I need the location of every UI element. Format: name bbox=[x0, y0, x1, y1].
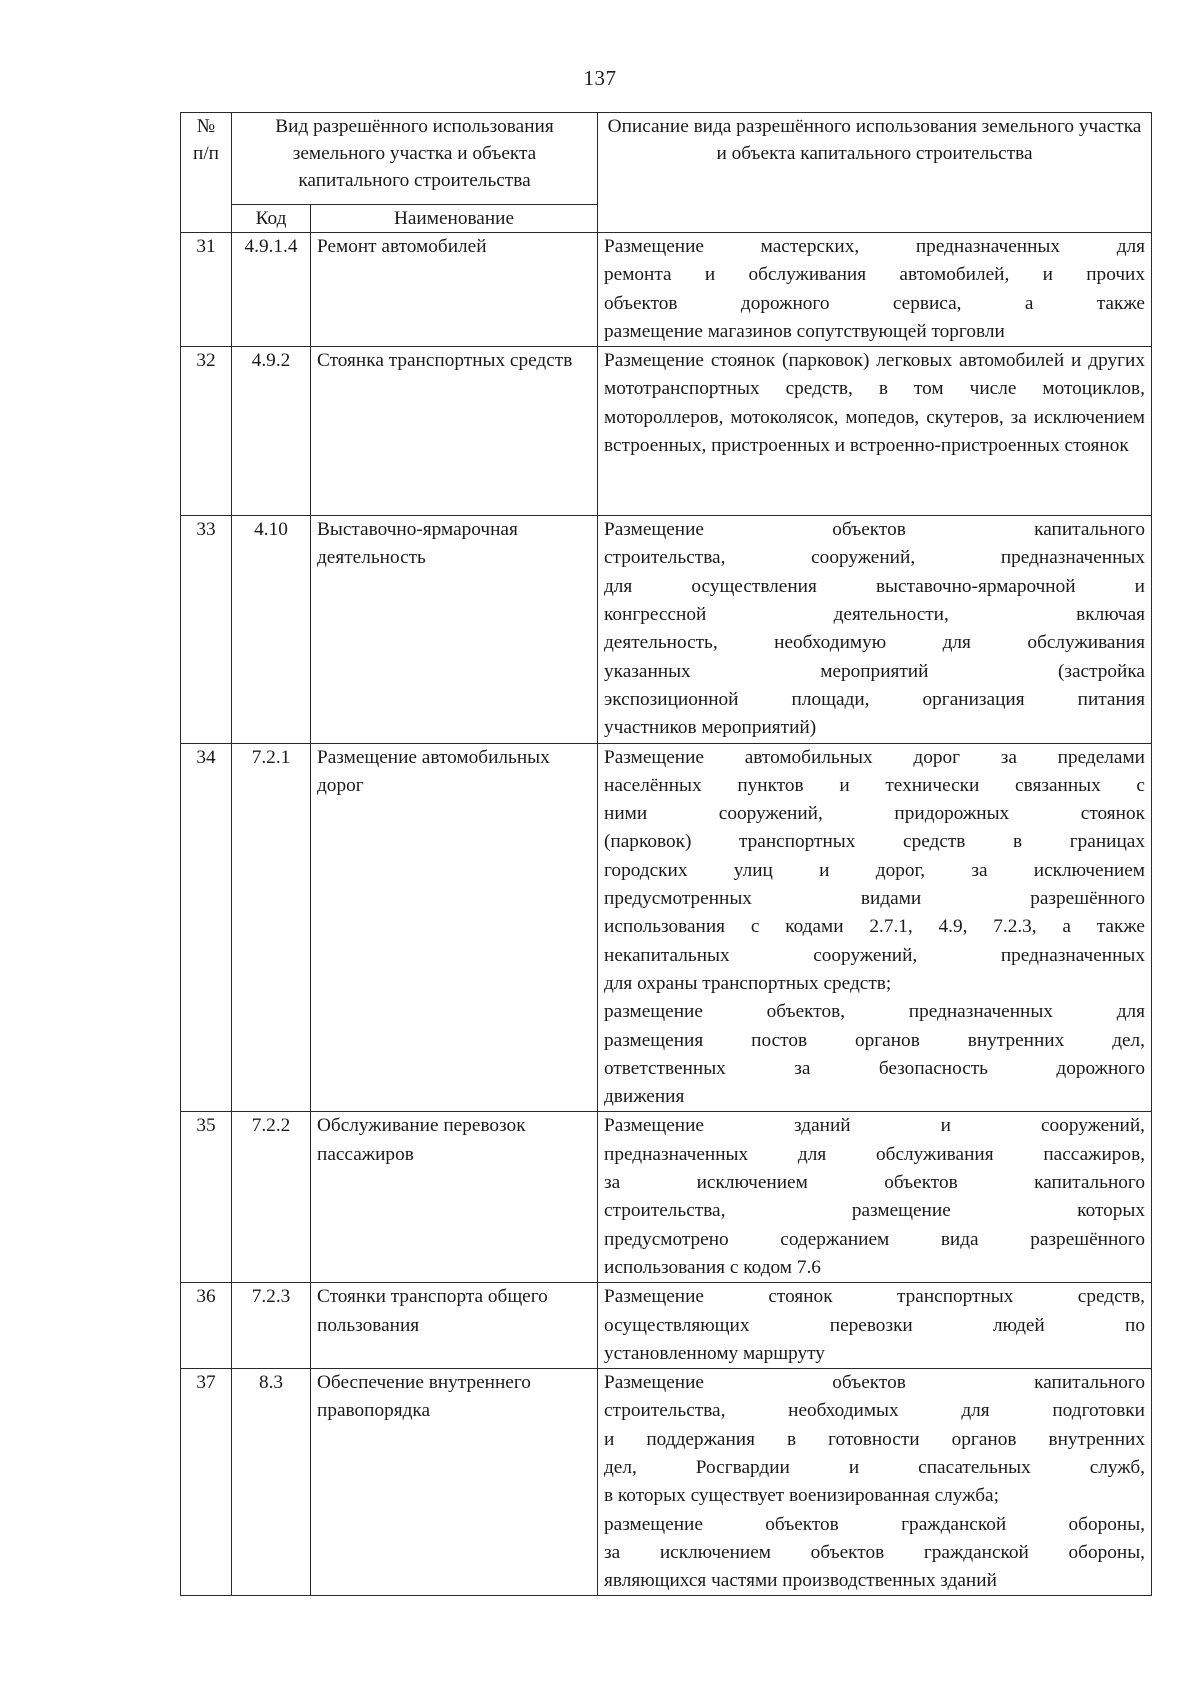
row-name: Стоянка транспортных средств bbox=[311, 347, 598, 516]
table-body bbox=[181, 233, 1152, 1596]
row-code: 4.9.2 bbox=[232, 347, 311, 516]
page-number: 137 bbox=[583, 66, 617, 90]
table-row bbox=[181, 1369, 1152, 1596]
row-description bbox=[598, 347, 1152, 516]
row-number: 33 bbox=[181, 516, 232, 743]
table-row bbox=[181, 347, 1152, 516]
description-paragraph: Размещение мастерских, предназначенных для ремонта и обслуживания автомобилей, и прочих объектов дорожного сервиса, а также размещение магазинов сопутствующей торговли bbox=[604, 236, 1145, 342]
table-row bbox=[181, 516, 1152, 743]
row-code: 8.3 bbox=[232, 1369, 311, 1596]
header-use-type: Вид разрешённого использования земельного участка и объекта капитального строительства bbox=[232, 113, 598, 205]
row-description bbox=[598, 516, 1152, 743]
description-paragraph: Размещение автомобильных дорог за пределами населённых пунктов и технически связанных с ними сооружений, придорожных стоянок (парковок) транспортных средств в границах городских улиц и дорог, за исключением предусмотренных видами разрешённого использования с кодами 2.7.1, 4.9, 7.2.3, а также некапитальных сооружений, предназначенных для охраны транспортных средств; bbox=[604, 746, 1145, 994]
table-row bbox=[181, 1112, 1152, 1283]
header-description: Описание вида разрешённого использования земельного участка и объекта капитального строительства bbox=[598, 113, 1152, 233]
row-number: 31 bbox=[181, 233, 232, 347]
header-number: № п/п bbox=[181, 113, 232, 233]
row-description bbox=[598, 1112, 1152, 1283]
description-paragraph: Размещение объектов капитального строительства, сооружений, предназначенных для осуществления выставочно-ярмарочной и конгрессной деятельности, включая деятельность, необходимую для обслуживания указанных мероприятий (застройка экспозиционной площади, организация питания участников мероприятий) bbox=[604, 519, 1145, 739]
description-paragraph: Размещение объектов капитального строительства, необходимых для подготовки и поддержания в готовности органов внутренних дел, Росгвардии и спасательных служб, в которых существует военизированная служба; bbox=[604, 1372, 1145, 1507]
land-use-table bbox=[180, 112, 1152, 1596]
row-name: Выставочно-ярмарочная деятельность bbox=[311, 516, 598, 743]
row-number: 35 bbox=[181, 1112, 232, 1283]
row-description bbox=[598, 743, 1152, 1112]
header-code: Код bbox=[232, 205, 311, 233]
description-paragraph: размещение объектов, предназначенных для размещения постов органов внутренних дел, ответственных за безопасность дорожного движения bbox=[604, 1001, 1145, 1108]
table-row bbox=[181, 233, 1152, 347]
row-code: 4.9.1.4 bbox=[232, 233, 311, 347]
table-row bbox=[181, 1283, 1152, 1369]
row-number: 37 bbox=[181, 1369, 232, 1596]
description-paragraph: размещение объектов гражданской обороны, за исключением объектов гражданской обороны, являющихся частями производственных зданий bbox=[604, 1513, 1145, 1592]
row-name: Обслуживание перевозок пассажиров bbox=[311, 1112, 598, 1283]
row-name: Стоянки транспорта общего пользования bbox=[311, 1283, 598, 1369]
row-code: 7.2.2 bbox=[232, 1112, 311, 1283]
description-paragraph: Размещение стоянок (парковок) легковых автомобилей и других мототранспортных средств, в том числе мотоциклов, мотороллеров, мотоколясок, мопедов, скутеров, за исключением встроенных, пристроенных и встроенно-пристроенных стоянок bbox=[604, 350, 1145, 457]
header-name: Наименование bbox=[311, 205, 598, 233]
row-description bbox=[598, 1283, 1152, 1369]
row-description bbox=[598, 1369, 1152, 1596]
row-number: 32 bbox=[181, 347, 232, 516]
row-name: Обеспечение внутреннего правопорядка bbox=[311, 1369, 598, 1596]
description-paragraph: Размещение стоянок транспортных средств, осуществляющих перевозки людей по установленному маршруту bbox=[604, 1286, 1145, 1364]
description-paragraph: Размещение зданий и сооружений, предназначенных для обслуживания пассажиров, за исключением объектов капитального строительства, размещение которых предусмотрено содержанием вида разрешённого использования с кодом 7.6 bbox=[604, 1115, 1145, 1278]
row-code: 7.2.3 bbox=[232, 1283, 311, 1369]
row-code: 7.2.1 bbox=[232, 743, 311, 1112]
row-name: Размещение автомобильных дорог bbox=[311, 743, 598, 1112]
row-number: 34 bbox=[181, 743, 232, 1112]
row-code: 4.10 bbox=[232, 516, 311, 743]
row-description bbox=[598, 233, 1152, 347]
table-row bbox=[181, 743, 1152, 1112]
row-name: Ремонт автомобилей bbox=[311, 233, 598, 347]
row-number: 36 bbox=[181, 1283, 232, 1369]
